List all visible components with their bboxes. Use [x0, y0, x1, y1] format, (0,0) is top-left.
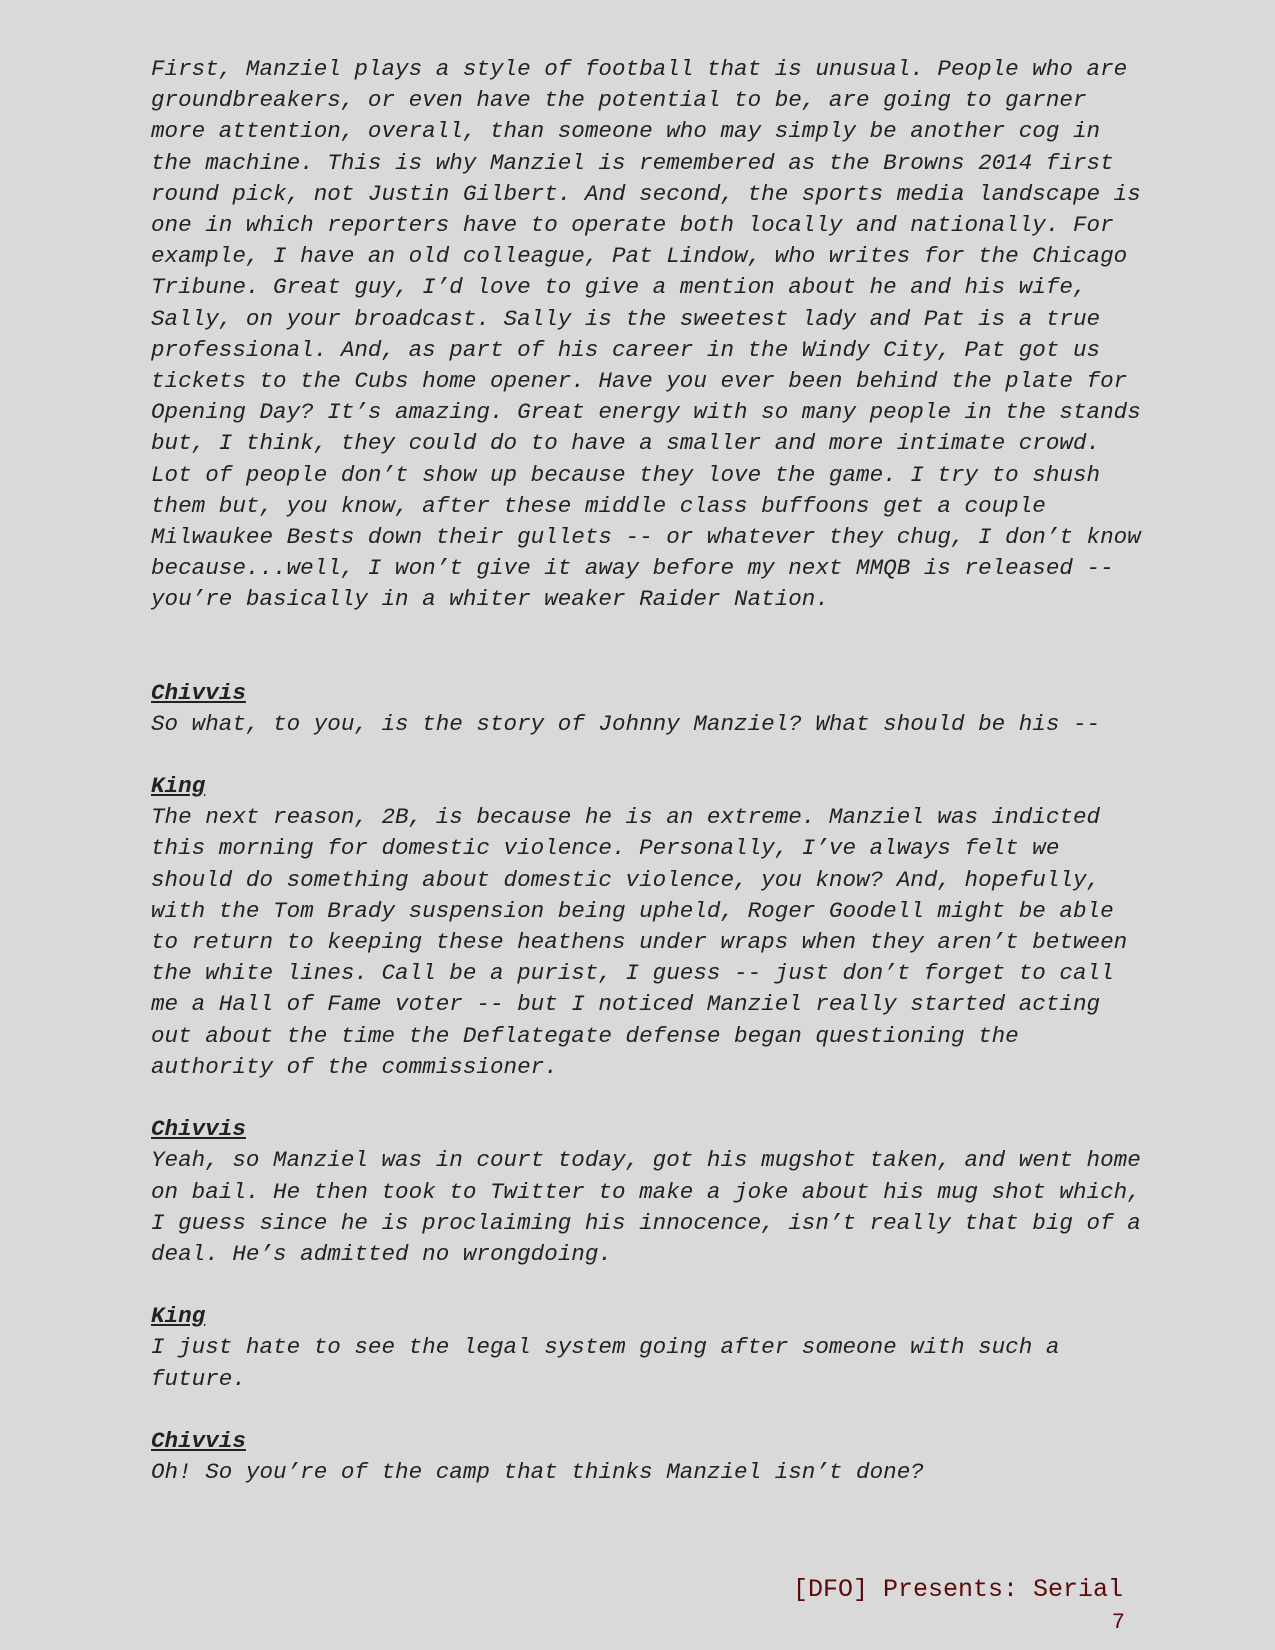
speaker-name: King [151, 773, 206, 800]
dialogue-line: So what, to you, is the story of Johnny Manziel? What should be his -- [151, 710, 1101, 737]
document-body [151, 54, 1151, 1488]
speaker-name: Chivvis [151, 679, 246, 706]
spacer [151, 740, 1151, 771]
dialogue-block [151, 1301, 1151, 1395]
speaker-name: King [151, 1303, 206, 1330]
dialogue-line: The next reason, 2B, is because he is an extreme. Manziel was indicted this morning for domestic violence. Personally, I’ve always felt we should do something about domestic violence, you know? And, hopefully, with the Tom Brady suspension being upheld, Roger Goodell might be able to return to keeping these heathens under wraps when they aren’t between the white lines. Call be a purist, I guess -- just don’t forget to call me a Hall of Fame voter -- but I noticed Manziel really started acting out about the time the Deflategate defense began questioning the authority of the commissioner. [151, 804, 1128, 1080]
dialogue-block [151, 1426, 1151, 1488]
spacer [151, 1395, 1151, 1426]
opening-paragraph: First, Manziel plays a style of football that is unusual. People who are groundbreakers, or even have the potential to be, are going to garner more attention, overall, than someone who may simply be another cog in the machine. This is why Manziel is remembered as the Browns 2014 first round pick, not Justin Gilbert. And second, the sports media landscape is one in which reporters have to operate both locally and nationally. For example, I have an old colleague, Pat Lindow, who writes for the Chicago Tribune. Great guy, I’d love to give a mention about he and his wife, Sally, on your broadcast. Sally is the sweetest lady and Pat is a true professional. And, as part of his career in the Windy City, Pat got us tickets to the Cubs home opener. Have you ever been behind the plate for Opening Day? It’s amazing. Great energy with so many people in the stands but, I think, they could do to have a smaller and more intimate crowd. Lot of people don’t show up because they love the game. I try to shush them but, you know, after these middle class buffoons get a couple Milwaukee Bests down their gullets -- or whatever they chug, I don’t know because...well, I won’t give it away before my next MMQB is released -- you’re basically in a whiter weaker Raider Nation. [151, 56, 1141, 613]
footer-title: [DFO] Presents: Serial [792, 1575, 1123, 1604]
dialogue-block [151, 1114, 1151, 1270]
speaker-name: Chivvis [151, 1427, 246, 1454]
dialogue-line: Yeah, so Manziel was in court today, got his mugshot taken, and went home on bail. He then took to Twitter to make a joke about his mug shot which, I guess since he is proclaiming his innocence, isn’t really that big of a deal. He’s admitted no wrongdoing. [151, 1147, 1141, 1267]
dialogue-block [151, 771, 1151, 1083]
spacer [151, 1270, 1151, 1301]
dialogue-line: Oh! So you’re of the camp that thinks Manziel isn’t done? [151, 1458, 924, 1485]
dialogue-line: I just hate to see the legal system going after someone with such a future. [151, 1334, 1060, 1392]
dialogue-block [151, 678, 1151, 740]
page-number: 7 [1111, 1610, 1125, 1635]
spacer [151, 1083, 1151, 1114]
spacer [151, 616, 1151, 678]
speaker-name: Chivvis [151, 1116, 246, 1143]
